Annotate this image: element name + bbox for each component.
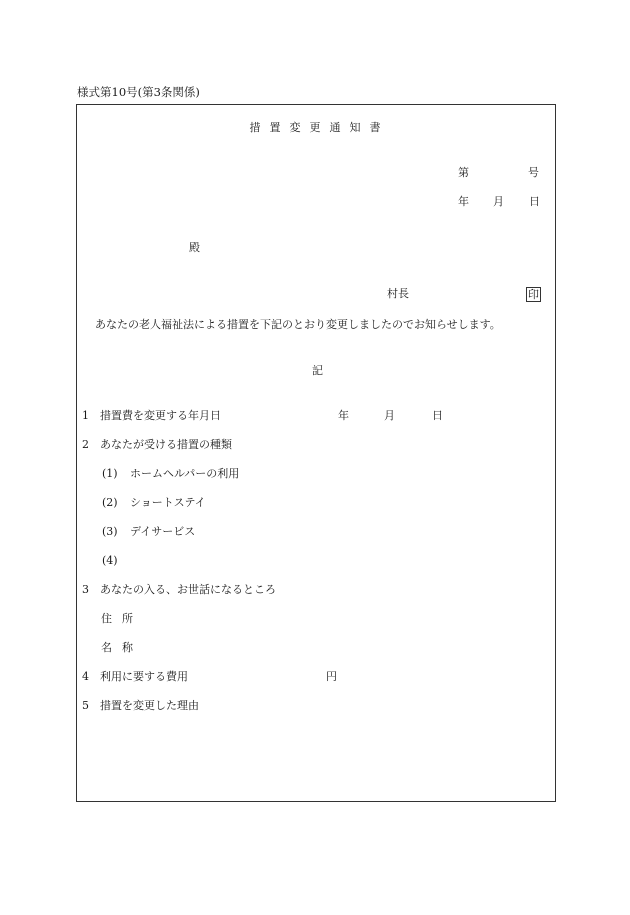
address-label: 住所 <box>101 612 143 625</box>
ki-label: 記 <box>312 364 323 377</box>
subitem-label: デイサービス <box>130 525 196 538</box>
item-label: 措置費を変更する年月日 <box>100 409 221 422</box>
item-label: あなたが受ける措置の種類 <box>100 438 232 451</box>
body-text: あなたの老人福祉法による措置を下記のとおり変更しましたのでお知らせします。 <box>95 318 501 331</box>
item1-day-label: 日 <box>432 409 443 422</box>
subitem-number: (2) <box>102 496 118 509</box>
seal-label: 印 <box>528 288 539 301</box>
subitem-number: (4) <box>102 554 118 567</box>
form-frame <box>76 104 556 802</box>
form-number-label: 様式第10号(第3条関係) <box>77 85 200 99</box>
doc-number-prefix: 第 <box>458 166 469 179</box>
item-number: 2 <box>82 438 89 451</box>
subitem-number: (3) <box>102 525 118 538</box>
subitem-number: (1) <box>102 467 118 480</box>
item-label: あなたの入る、お世話になるところ <box>100 583 276 596</box>
sender-title: 村長 <box>387 287 409 300</box>
document-title: 措置変更通知書 <box>249 121 390 134</box>
seal-mark <box>526 287 541 302</box>
item-number: 4 <box>82 670 89 683</box>
subitem-label: ショートステイ <box>130 496 206 509</box>
doc-number-suffix: 号 <box>528 166 539 179</box>
facility-name-label: 名称 <box>101 641 143 654</box>
date-year-label: 年 <box>458 195 469 208</box>
item1-year-label: 年 <box>338 409 349 422</box>
recipient-honorific: 殿 <box>189 241 200 254</box>
item-label: 措置を変更した理由 <box>100 699 199 712</box>
item1-month-label: 月 <box>384 409 395 422</box>
item-label: 利用に要する費用 <box>100 670 188 683</box>
date-day-label: 日 <box>529 195 540 208</box>
date-month-label: 月 <box>493 195 504 208</box>
subitem-label: ホームヘルパーの利用 <box>130 467 240 480</box>
currency-unit: 円 <box>326 670 337 683</box>
item-number: 1 <box>82 409 89 422</box>
item-number: 5 <box>82 699 89 712</box>
item-number: 3 <box>82 583 89 596</box>
